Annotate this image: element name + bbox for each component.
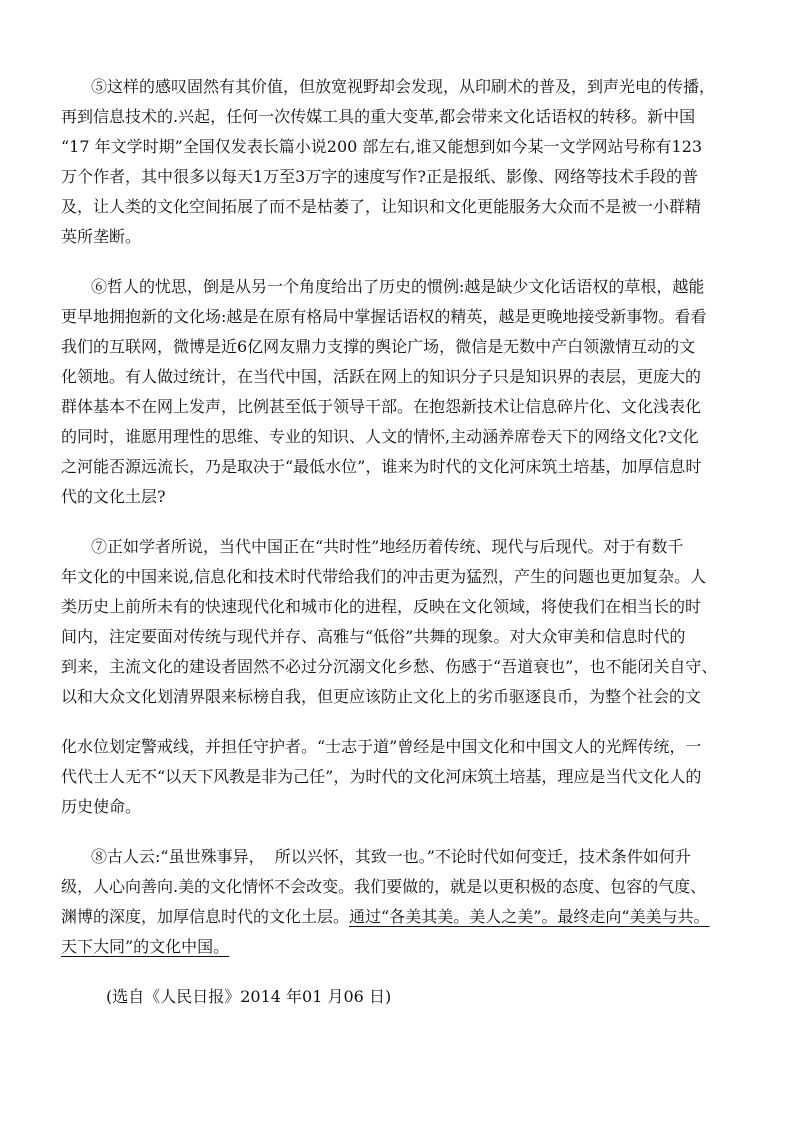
paragraph-5-line-2: 再到信息技术的.兴起，任何一次传媒工具的重大变革,都会带来文化话语权的转移。新中国 xyxy=(61,107,696,126)
paragraph-6-line-4: 化领地。有人做过统计，在当代中国，活跃在网上的知识分子只是知识界的表层，更庞大的 xyxy=(61,367,702,386)
paragraph-7-line-8: 代代士人无不“以天下风教是非为己任”，为时代的文化河床筑土培基，理应是当代文化人的 xyxy=(61,767,702,786)
paragraph-5-line-3: “17 年文学时期”全国仅发表长篇小说200 部左右,谁又能想到如今某一文学网站号称有123 xyxy=(61,137,703,156)
paragraph-6-line-5: 群体基本不在网上发声，比例甚至低于领导干部。在抱怨新技术让信息碎片化、文化浅表化 xyxy=(61,397,702,416)
paragraph-6-line-7: 之河能否源远流长，乃是取决于“最低水位”，谁来为时代的文化河床筑土培基，加厚信息时 xyxy=(61,457,702,476)
paragraph-5-line-5: 及，让人类的文化空间拓展了而不是枯萎了，让知识和文化更能服务大众而不是被一小群精 xyxy=(61,197,702,216)
paragraph-7-line-4: 间内，注定要面对传统与现代并存、高雅与“低俗”共舞的现象。对大众审美和信息时代的 xyxy=(61,627,686,646)
paragraph-6-line-1: ⑥哲人的忧思，倒是从另一个角度给出了历史的惯例:越是缺少文化话语权的草根，越能 xyxy=(91,277,705,296)
paragraph-7-line-6: 以和大众文化划清界限来标榜自我，但更应该防止文化上的劣币驱逐良币，为整个社会的文 xyxy=(61,687,702,706)
underlined-sentence-part-2: 天下大同”的文化中国。 xyxy=(61,937,230,956)
paragraph-7-line-5: 到来，主流文化的建设者固然不必过分沉溺文化乡愁、伤感于“吾道衰也”，也不能闭关自守、 xyxy=(61,657,718,676)
paragraph-5-line-4: 万个作者，其中很多以每天1万至3万字的速度写作?正是报纸、影像、网络等技术手段的普 xyxy=(61,167,698,186)
paragraph-8-line-3-text: 渊博的深度，加厚信息时代的文化土层。 xyxy=(61,907,350,926)
paragraph-6-line-2: 更早地拥抱新的文化场:越是在原有格局中掌握话语权的精英，越是更晚地接受新事物。看看 xyxy=(61,307,707,326)
paragraph-8-line-2: 级，人心向善向.美的文化情怀不会改变。我们要做的，就是以更积极的态度、包容的气度、 xyxy=(61,877,707,896)
paragraph-5-line-1: ⑤这样的感叹固然有其价值，但放宽视野却会发现，从印刷术的普及，到声光电的传播， xyxy=(91,77,716,96)
paragraph-6-line-3: 我们的互联网，微博是近6亿网友鼎力支撑的舆论广场，微信是无数中产白领激情互动的文 xyxy=(61,337,696,356)
paragraph-8-line-4 xyxy=(61,936,731,958)
paragraph-5-line-6: 英所垄断。 xyxy=(61,227,142,246)
paragraph-6-line-8: 代的文化土层? xyxy=(61,487,166,506)
paragraph-8-line-1: ⑧古人云:“虽世殊事异， 所以兴怀，其致一也。”不论时代如何变迁，技术条件如何升 xyxy=(91,847,691,866)
underlined-sentence-part-1: 通过“各美其美。美人之美”。最终走向“美美与共。 xyxy=(349,907,710,926)
paragraph-7-line-9: 历史使命。 xyxy=(61,797,142,816)
paragraph-7-line-3: 类历史上前所未有的快速现代化和城市化的进程，反映在文化领域，将使我们在相当长的时 xyxy=(61,597,702,616)
paragraph-6-line-6: 的同时，谁愿用理性的思维、专业的知识、人文的情怀,主动涵养席卷天下的网络文化?文化 xyxy=(61,427,699,446)
paragraph-7-line-7: 化水位划定警戒线，并担任守护者。“士志于道”曾经是中国文化和中国文人的光辉传统，一 xyxy=(61,737,702,756)
paragraph-8-line-3 xyxy=(61,906,731,928)
paragraph-7-line-2: 年文化的中国来说,信息化和技术时代带给我们的冲击更为猛烈，产生的问题也更加复杂。人 xyxy=(61,567,707,586)
source-citation-line: (选自《人民日报》2014 年01 月06 日) xyxy=(106,987,392,1006)
paragraph-7-line-1: ⑦正如学者所说，当代中国正在“共时性”地经历着传统、现代与后现代。对于有数千 xyxy=(91,537,684,556)
